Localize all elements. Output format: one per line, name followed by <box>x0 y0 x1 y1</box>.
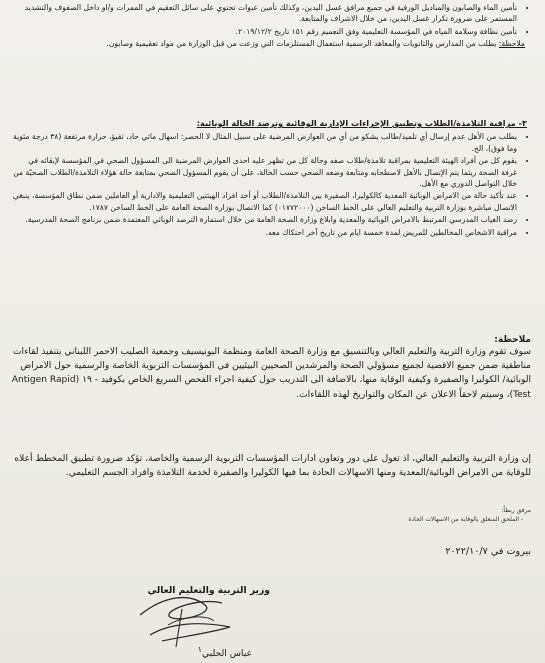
list-item: • يقوم كل من أفراد الهيئة التعليمية بمراقبة تلامذة/طلاب صفه وحالة كل من تظهر عليه احدى العوارض المرضية الى المسؤول الصحي في المؤسسة لإبقائه في غرفة الصحة ريثما يتم الإتصال بالأهل لاصطحابه ومتابعة وضعه الصحي حسب الحالة، على أن يقوم المسؤول الصحي بمتابعة حالة هؤلاء التلامذة/الطلاب الصحيّة من خلال التواصل الدوري مع الأهل. <box>10 155 517 189</box>
signature-block <box>110 575 270 663</box>
attachments <box>10 506 531 524</box>
note-text: سوف تقوم وزارة التربية والتعليم العالي وبالتنسيق مع وزارة الصحة العامة ومنظمة اليونيسيف وجمعية الصليب الاحمر اللبناني بتنفيذ لقاءات مناطقية ضمن جميع الاقضية لجميع مسؤولي الصحة والمرشدين الصحيين البيئيين في المؤسسات التربوية الخاصة والرسمية حول الامراض الوبائية/ الكوليرا والصفيرة وكيفية الوقاية منها، بالاضافة الى التدريب حول كيفية اجراء الفحص السريع الخاص بكوفيد - ١٩ (Antigen Rapid Test)، وسيتم لاحقاً الاعلان عن المكان والتواريخ لهذه اللقاءات. <box>11 347 531 400</box>
attachment-label: مرفق ربطاً: <box>501 507 531 514</box>
intro-section <box>10 2 531 50</box>
signatory-number: ١ <box>197 645 202 654</box>
signatory-title: وزير التربية والتعليم العالي <box>147 585 270 596</box>
list-item: • عند تأكيد حالة من الامراض الوبائية المعدية كالكوليرا، الصفيرة بين التلامذة/الطلاب أو أحد افراد الهيئتين التعليمية والادارية أو العاملين ضمن نطاق المؤسسة، ينبغي الاتصال مباشرة بوزارة التربية والتعليم العالي على الخط الساخن (٠١٧٧٢٠٠٠) كما الاتصال بوزارة الصحة العامة على الخط الساخن ١٧٨٧. <box>10 190 517 213</box>
section-heading: ٣- مراقبة التلامذة/الطلاب وتطبيق الإجراءات الإدارية الوقائية وترصد الحالة الوبائية: <box>196 118 527 128</box>
section-3 <box>10 118 531 239</box>
note-text: يطلب من المدارس والثانويات والمعاهد الرسمية استعمال المستلزمات التي وزعت من قبل الوزارة من مواد تعقيمية وصابون. <box>106 39 497 49</box>
attachment-item: - الملحق المتعلق بالوقاية من الاسهالات الحادة <box>408 516 523 523</box>
closing-paragraph: إن وزارة التربية والتعليم العالي، اذ تعول على دور وتعاون ادارات المؤسسات التربوية الرسمية والخاصة، تؤكد ضرورة تطبيق المخطط أعلاه للوقاية من الامراض الوبائية/المعدية ومنها الاسهالات الحادة بما فيها الكوليرا والصفيرة لخدمة التلامذة وافراد الجسم التعليمي. <box>14 454 531 479</box>
list-item: • تأمين الماء والصابون والمناديل الورقية في جميع مرافق غسل اليدين، وكذلك تأمين عبوات تحتوي على سائل التعقيم في الممرات و/او داخل الصفوف والتشديد المستمر على ضرورة تكرار غسل اليدين، من خلال الاشراف والمتابعة. <box>10 2 517 25</box>
note-label: ملاحظة: <box>494 335 531 345</box>
list-item: • يطلب من الأهل عدم إرسال أي تلميذ/طالب يشكو من أي من العوارض المرضية على سبيل المثال لا الحصر: اسهال مائي حاد، تقيؤ، حرارة مرتفعة (٣٨ درجة مئوية وما فوق)، الخ. <box>10 131 517 154</box>
list-item: • مراقبة الاشخاص المخالطين للمريض لمدة خمسة ايام من تاريخ آخر احتكاك معه. <box>10 227 517 238</box>
signatory-name: عباس الحلبي <box>202 648 252 659</box>
list-item: • رصد الغياب المدرسي المرتبط بالامراض الوبائية والمعدية وابلاغ وزارة الصحة العامة من خلال استمارة الترصد الوبائي المعتمدة ضمن برنامج الصحة المدرسية. <box>10 214 517 225</box>
note-2 <box>10 335 531 402</box>
list-item: • تأمين نظافة وسلامة المياه في المؤسسة التعليمية وفق التعميم رقم ١٥١ تاريخ ٢٠١٩/١٢/٢. <box>10 26 517 37</box>
date-line: بيروت في ٢٠٢٢/١٠/٧ <box>445 546 531 557</box>
note-1 <box>10 38 531 49</box>
note-label: ملاحظة: <box>498 39 525 49</box>
